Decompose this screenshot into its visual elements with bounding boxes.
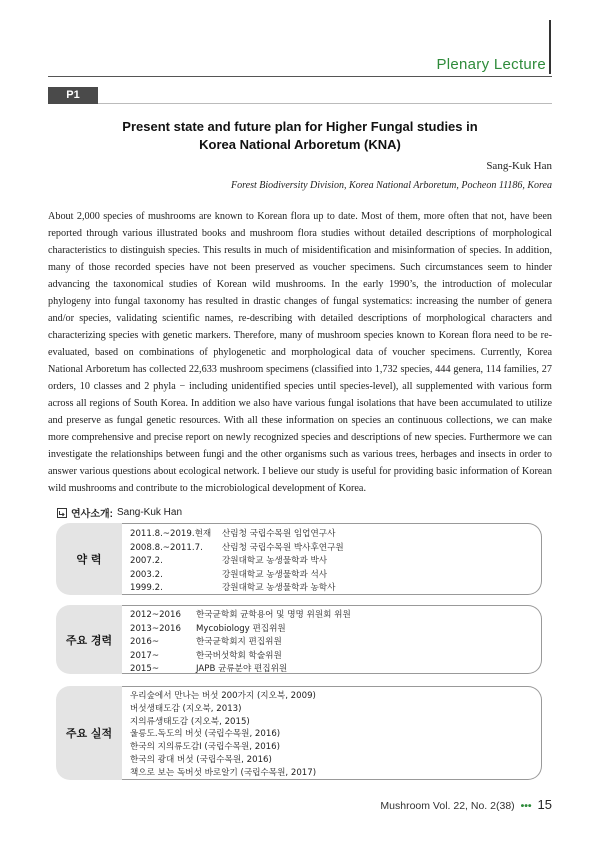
- experience-row: 2016~ 한국균학회지 편집위원: [130, 637, 282, 647]
- publication-item: 지의류생태도감 (지오북, 2015): [130, 716, 250, 727]
- author-affiliation: Forest Biodiversity Division, Korea National Arboretum, Pocheon 11186, Korea: [231, 180, 552, 191]
- experience-row: 2017~ 한국버섯학회 학술위원: [130, 650, 282, 661]
- journal-citation: Mushroom Vol. 22, No. 2(38): [380, 800, 515, 812]
- paper-title: [60, 118, 540, 154]
- page-footer: [380, 797, 552, 812]
- title-line-1: Present state and future plan for Higher Fungal studies in: [122, 119, 478, 134]
- achievements-label: 주요 실적: [56, 686, 122, 780]
- footer-dots: •••: [520, 800, 532, 812]
- publication-item: 우리숲에서 만나는 버섯 200가지 (지오북, 2009): [130, 691, 316, 701]
- career-label: 약 력: [56, 523, 122, 595]
- abstract-number-badge: P1: [48, 87, 98, 104]
- badge-rule: [98, 103, 552, 104]
- author-name: Sang-Kuk Han: [486, 160, 552, 172]
- experience-box: [56, 605, 542, 674]
- achievements-box: [56, 686, 542, 780]
- page-number: 15: [537, 797, 552, 812]
- experience-row: 2015~ JAPB 균류분야 편집위원: [130, 664, 288, 674]
- section-label: Plenary Lecture: [436, 56, 546, 73]
- career-row: 2003.2. 강원대학교 농생물학과 석사: [130, 569, 328, 580]
- speaker-intro-label: 연사소개:: [71, 509, 113, 520]
- achievements-content: [122, 686, 542, 780]
- speaker-intro: [57, 505, 182, 520]
- career-row: 2007.2. 강원대학교 농생물학과 박사: [130, 556, 328, 566]
- abstract-text: About 2,000 species of mushrooms are known to Korean flora up to date. Most of them, more often that not, have been reported through various illustrated books and mushroom flora studies without detailed descriptions of morphological characteristics to distinguish species. This results in much of misidentification and misinformation of species. In addition, many of those recorded species have not been preserved as voucher specimens. Such circumstances seem to hinder advancing the taxonomical studies of Korean wild mushrooms. In the early 1990’s, the introduction of molecular phylogeny into fungal taxonomy has resulted in drastic changes of fungal systematics: increasing the number of genera and/or species, validating scientific names, re-describing with detailed descriptions of morphological characters and characterizing species with genetic markers. Therefore, many of mushroom species known to Korean flora need to be re-evaluated, based on combinations of phylogenetic and morphological data of voucher specimens. Currently, Korea National Arboretum has collected 22,633 mushroom specimens (classified into 1,732 species, 444 genera, 114 families, 27 orders, 10 classes and 2 phyla − including unidentified species until species-level), all supplemented with various form across all regions of South Korea. In addition we also have various fungal isolations that have been accumulated to utilize and preserve as fungal genetic resources. With all these information on species an continuous collections, we can make more comprehensive and precise report on newly recognized species and descriptions of new species. Furthermore we can investigate the relationships between fungi and the other organisms such as various trees, herbages and insects in order to answer various questions about ecological network. I believe our study is useful for providing basic information of Korean wild mushrooms and contribute to the microbiological development of Korea.: [48, 211, 552, 494]
- experience-label: 주요 경력: [56, 605, 122, 674]
- speaker-name: Sang-Kuk Han: [116, 507, 183, 518]
- experience-row: 2012~2016 한국균학회 균학용어 및 명명 위원회 위원: [130, 610, 351, 620]
- publication-item: 울릉도.독도의 버섯 (국립수목원, 2016): [130, 729, 281, 740]
- career-content: [122, 523, 542, 595]
- career-row: 2008.8.~2011.7. 산림청 국립수목원 박사후연구원: [130, 542, 344, 553]
- publication-item: 한국의 광대 버섯 (국립수목원, 2016): [130, 754, 272, 765]
- career-box: [56, 523, 542, 595]
- publication-item: 한국의 지의류도감I (국립수목원, 2016): [130, 742, 280, 753]
- publication-item: 버섯생태도감 (지오북, 2013): [130, 703, 242, 714]
- experience-row: 2013~2016 Mycobiology 편집위원: [130, 623, 286, 634]
- publication-item: 책으로 보는 독버섯 바로알기 (국립수목원, 2017): [130, 767, 317, 778]
- career-row: 1999.2. 강원대학교 농생물학과 농학사: [130, 583, 336, 593]
- header-divider-line: [549, 20, 551, 74]
- checkbox-arrow-icon: [57, 508, 67, 518]
- experience-content: [122, 605, 542, 674]
- title-line-2: Korea National Arboretum (KNA): [199, 137, 401, 152]
- header-rule: [48, 76, 552, 77]
- career-row: 2011.8.~2019.현재 산림청 국립수목원 임업연구사: [130, 529, 336, 539]
